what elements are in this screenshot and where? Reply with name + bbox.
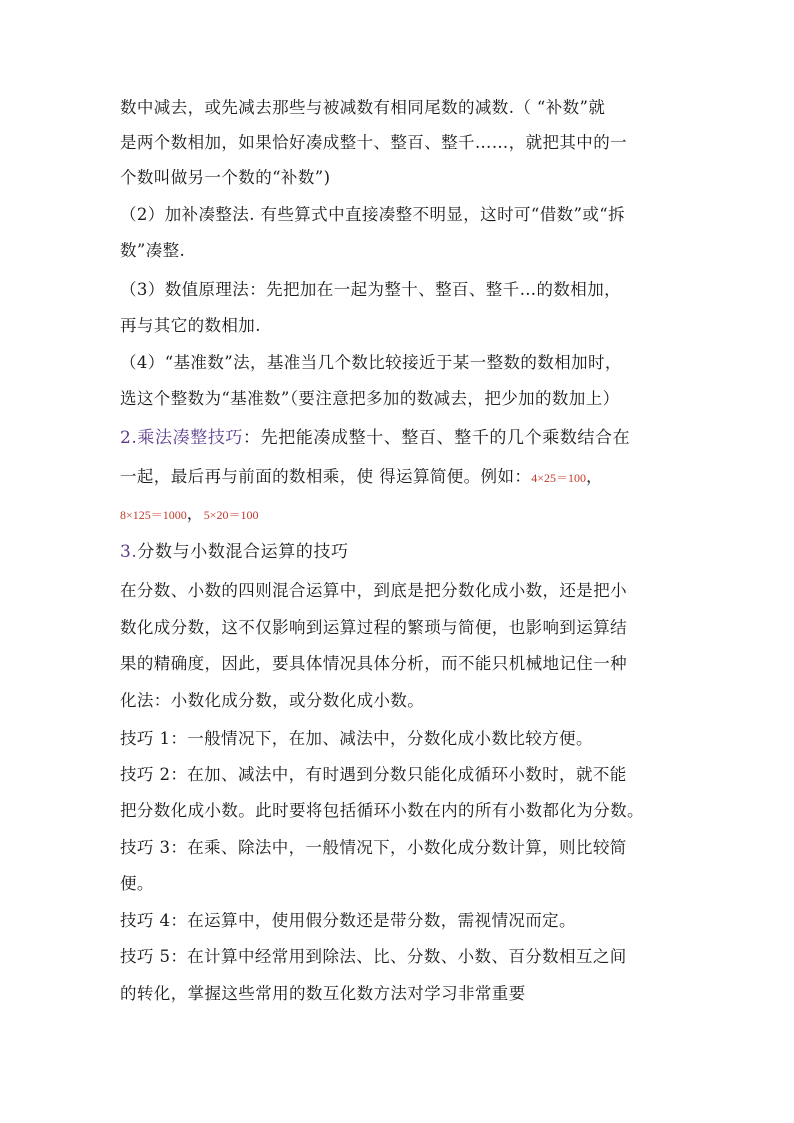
text-line-1: 数中减去，或先减去那些与被减数有相同尾数的减数.（ “补数”就: [120, 98, 606, 117]
method-2-line-2: 数”凑整.: [120, 241, 186, 260]
tip-5-line-2: 的转化，掌握这些常用的数互化数方法对学习非常重要: [120, 984, 526, 1003]
section-2-text-1: ：先把能凑成整十、整百、整千的几个乘数结合在: [243, 428, 631, 448]
section-2-line-1: [120, 427, 630, 449]
section-3-paragraph-line-3: 果的精确度，因此，要具体情况具体分析，而不能只机械地记住一种: [120, 654, 627, 673]
section-3-number: 3.: [120, 542, 138, 562]
text-line-2: 是两个数相加，如果恰好凑成整十、整百、整千……，就把其中的一: [120, 133, 627, 152]
tip-2-line-1: 技巧 2：在加、减法中，有时遇到分数只能化成循环小数时，就不能: [120, 765, 627, 784]
method-2-line-1: （2）加补凑整法. 有些算式中直接凑整不明显，这时可“借数”或“拆: [120, 205, 625, 224]
method-3-line-2: 再与其它的数相加.: [120, 316, 261, 335]
section-2-line-2: [120, 466, 603, 489]
section-2-line-3: [120, 503, 258, 526]
section-3-paragraph-line-2: 数化成分数，这不仅影响到运算过程的繁琐与简便，也影响到运算结: [120, 618, 627, 637]
formula-separator-1: ，: [586, 467, 603, 486]
tip-2-line-2: 把分数化成小数。此时要将包括循环小数在内的所有小数都化为分数。: [120, 801, 644, 820]
section-2-title: [120, 428, 243, 448]
section-2-title-text: 乘法凑整技巧: [137, 428, 244, 448]
section-2-number: 2.: [120, 428, 138, 448]
method-4-line-1: （4）“基准数”法，基准当几个数比较接近于某一整数的数相加时，: [120, 353, 622, 372]
formula-4x25: 4×25＝100: [531, 471, 587, 485]
tip-5-line-1: 技巧 5：在计算中经常用到除法、比、分数、小数、百分数相互之间: [120, 947, 627, 966]
method-4-line-2: 选这个整数为“基准数”（要注意把多加的数减去，把少加的数加上）: [120, 389, 620, 408]
formula-5x20: 5×20＝100: [203, 508, 259, 522]
section-2-text-2: 一起，最后再与前面的数相乘，使 得运算简便。例如：: [120, 467, 532, 486]
section-3-paragraph-line-4: 化法：小数化成分数，或分数化成小数。: [120, 691, 425, 710]
tip-1-line-1: 技巧 1：一般情况下，在加、减法中，分数化成小数比较方便。: [120, 729, 593, 748]
formula-separator-2: ，: [186, 504, 204, 523]
method-3-line-1: （3）数值原理法：先把加在一起为整十、整百、整千…的数相加，: [120, 280, 621, 299]
tip-4-line-1: 技巧 4：在运算中，使用假分数还是带分数，需视情况而定。: [120, 911, 576, 930]
section-3-title: 分数与小数混合运算的技巧: [137, 542, 349, 562]
section-3-paragraph-line-1: 在分数、小数的四则混合运算中，到底是把分数化成小数，还是把小: [120, 581, 627, 600]
section-3-heading: [120, 541, 349, 563]
formula-8x125: 8×125＝1000: [120, 508, 187, 522]
tip-3-line-1: 技巧 3：在乘、除法中，一般情况下，小数化成分数计算，则比较简: [120, 838, 627, 857]
tip-3-line-2: 便。: [120, 874, 154, 893]
text-line-3: 个数叫做另一个数的“补数”): [120, 168, 331, 187]
